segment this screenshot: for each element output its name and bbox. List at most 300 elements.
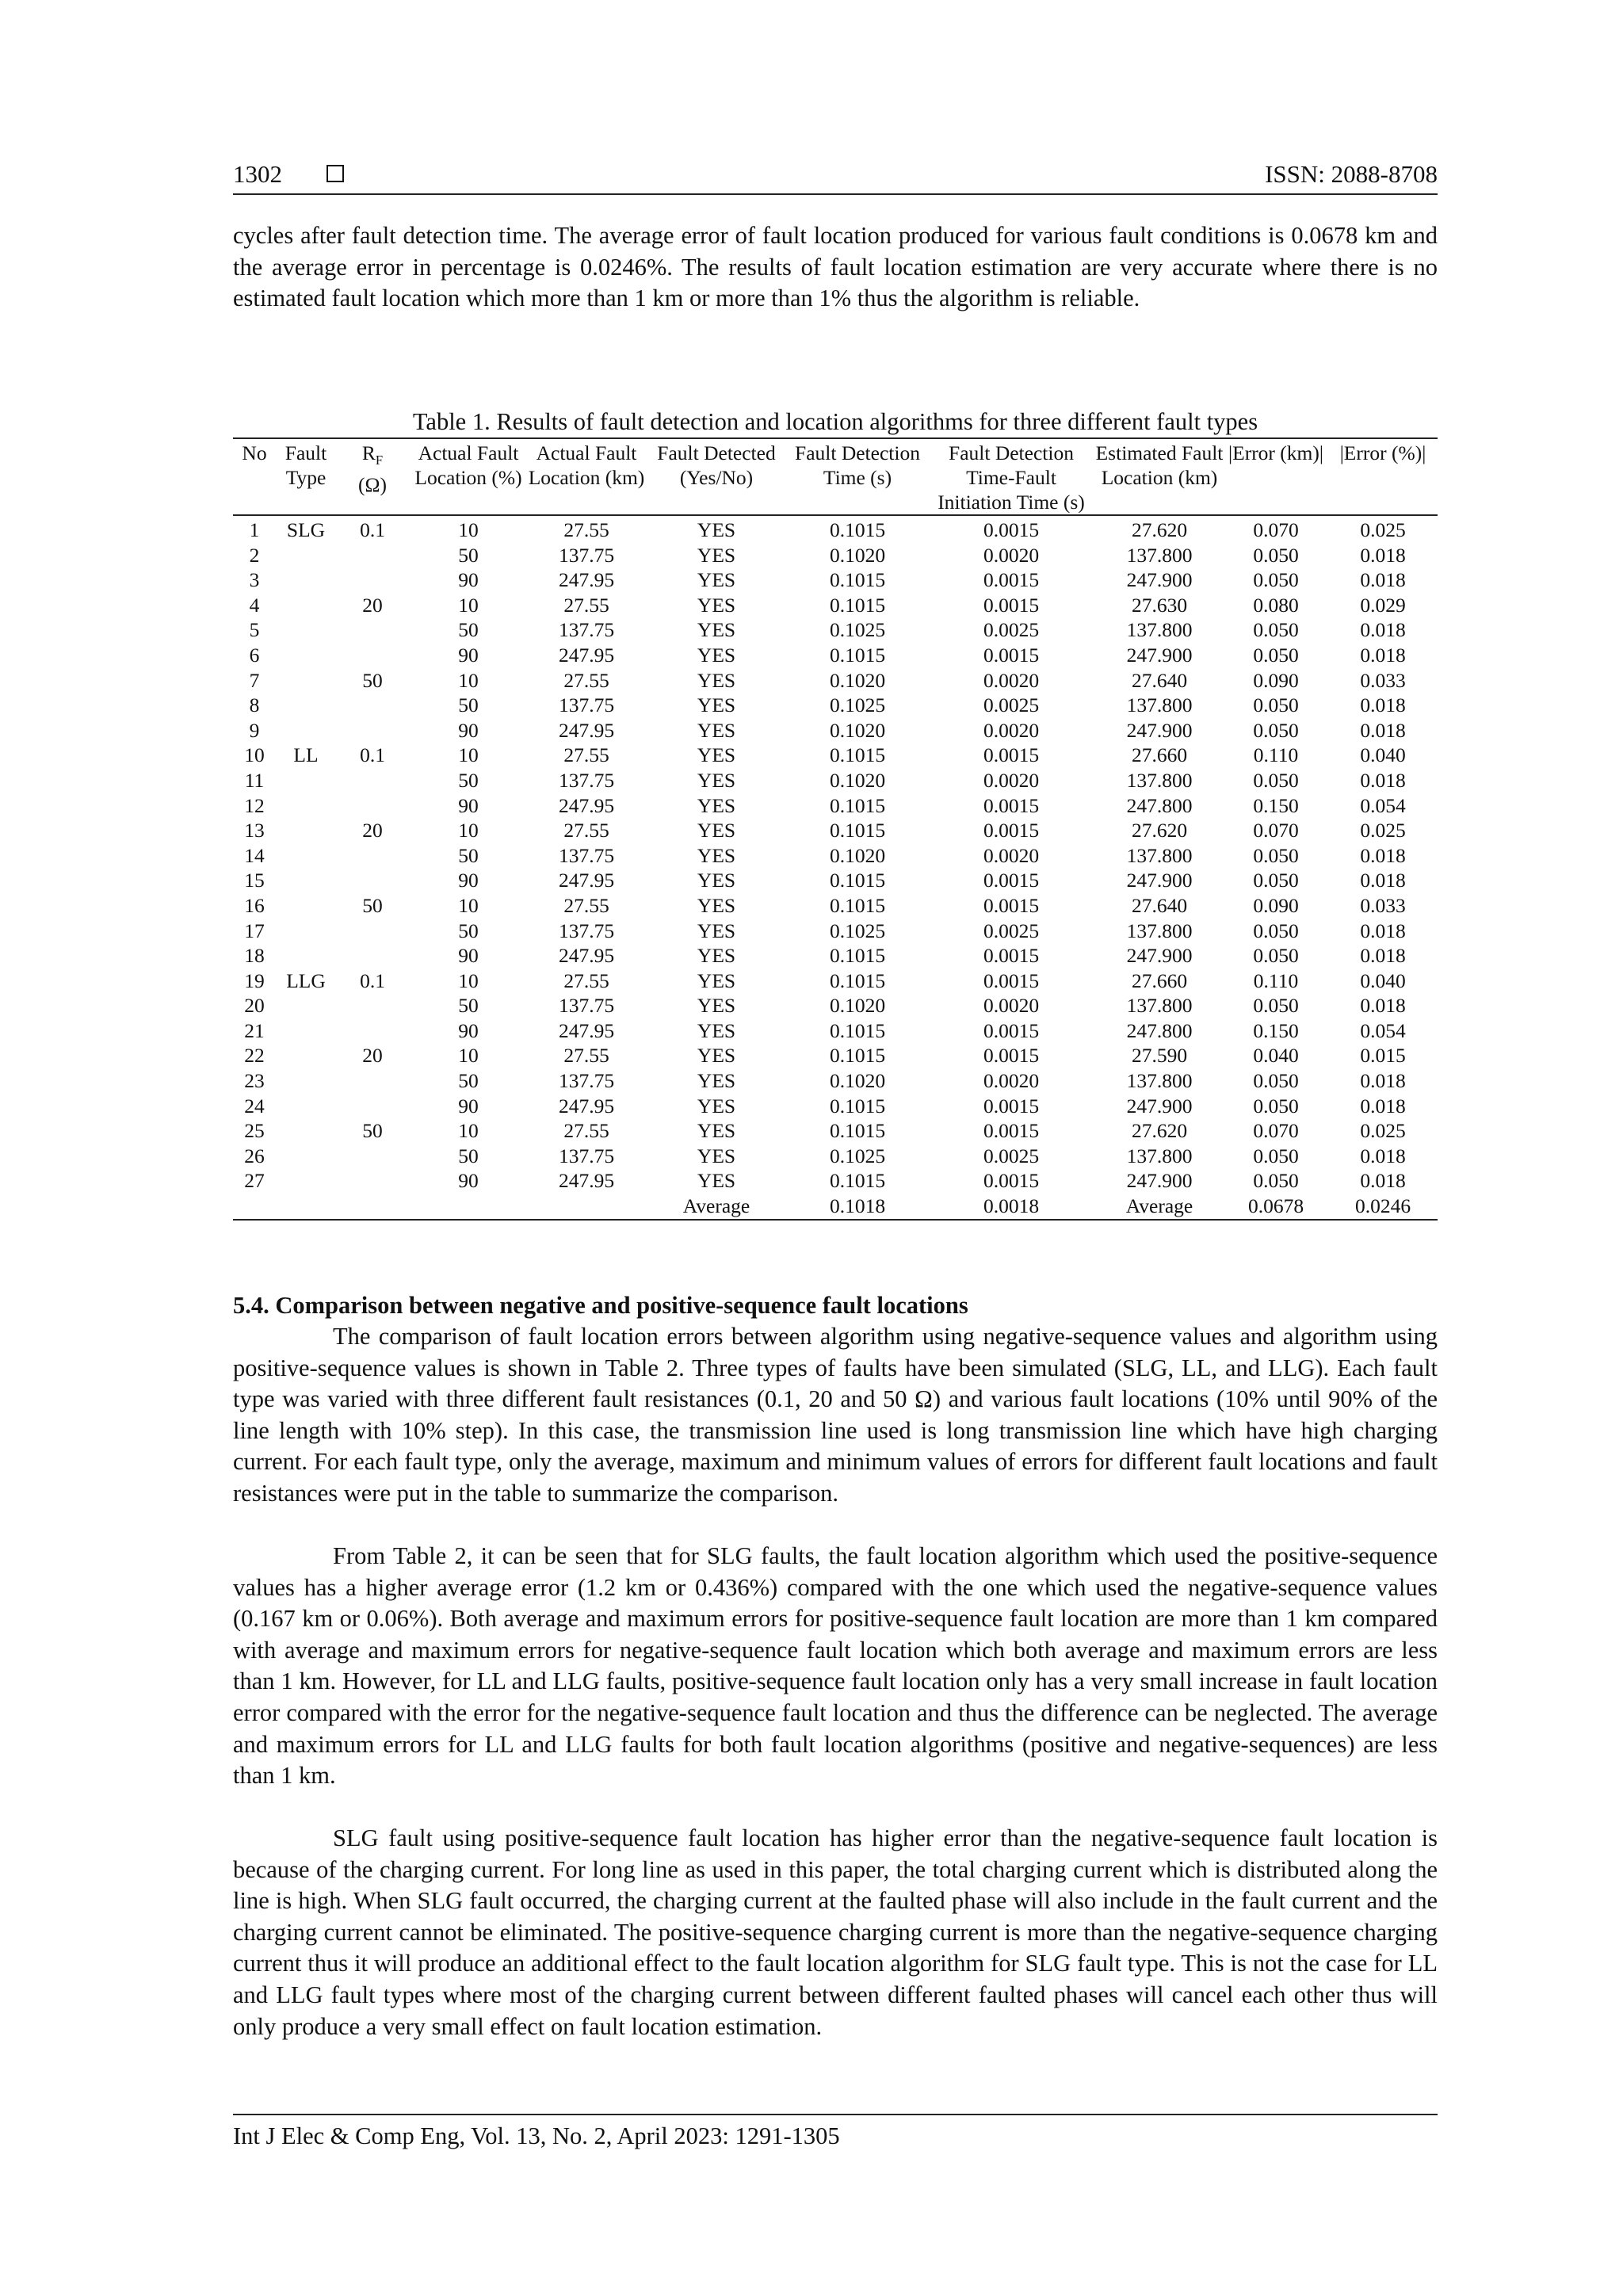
table-row: [233, 919, 1438, 944]
cell-fault-type: [276, 1018, 336, 1044]
cell-fault-type: [276, 1068, 336, 1094]
cell-actual-km: 247.95: [558, 568, 615, 592]
table-row: [233, 818, 1438, 843]
table-body: [233, 515, 1438, 1194]
cell-no: 25: [244, 1119, 265, 1143]
cell-rf: [336, 1068, 409, 1094]
table-row: [233, 593, 1438, 618]
average-error-km: 0.0678: [1247, 1194, 1304, 1218]
cell-detection-delay: 0.0015: [983, 743, 1040, 767]
table-average-row: [233, 1194, 1438, 1220]
cell-detected: YES: [697, 1069, 736, 1093]
cell-error-km: 0.050: [1253, 693, 1299, 717]
cell-detection-delay: 0.0015: [983, 568, 1040, 592]
cell-actual-km: 137.75: [558, 768, 615, 792]
cell-no: 7: [249, 668, 260, 692]
average-cell: [336, 1194, 409, 1220]
cell-actual-pct: 50: [458, 994, 479, 1018]
cell-detected: YES: [697, 893, 736, 917]
average-cell: [409, 1194, 528, 1220]
cell-detection-time: 0.1015: [829, 518, 886, 541]
cell-rf: 20: [362, 593, 383, 617]
cell-no: 10: [244, 743, 265, 767]
cell-detection-delay: 0.0015: [983, 593, 1040, 617]
cell-rf: [336, 868, 409, 893]
cell-no: 17: [244, 919, 265, 942]
cell-detection-delay: 0.0020: [983, 668, 1040, 692]
cell-error-km: 0.050: [1253, 1169, 1299, 1193]
cell-fault-type: [276, 718, 336, 743]
table-row: [233, 793, 1438, 819]
cell-no: 27: [244, 1169, 265, 1193]
cell-detection-time: 0.1025: [829, 618, 886, 642]
cell-detection-delay: 0.0015: [983, 1119, 1040, 1143]
cell-detected: YES: [697, 718, 736, 742]
results-table-container: [233, 437, 1438, 1221]
cell-no: 16: [244, 893, 265, 917]
cell-error-pct: 0.018: [1360, 1069, 1406, 1093]
cell-no: 18: [244, 944, 265, 968]
cell-no: 20: [244, 994, 265, 1018]
cell-fault-type: LL: [293, 743, 319, 767]
cell-no: 26: [244, 1144, 265, 1167]
section-paragraph-2: From Table 2, it can be seen that for SLG faults, the fault location algorithm which used the positive-sequence values has a higher average error (1.2 km or 0.436%) compared with the one which used the negative-sequence values (0.167 km or 0.06%). Both average and maximum errors for positive-sequence fault location are more than 1 km compared with average and maximum errors for negative-sequence fault location which both average and maximum errors are less than 1 km. However, for LL and LLG faults, positive-sequence fault location only has a very small increase in fault location error compared with the error for the negative-sequence fault location and thus the difference can be neglected. The average and maximum errors for LL and LLG faults for both fault location algorithms (positive and negative-sequences) are less than 1 km.: [233, 1542, 1438, 1790]
cell-rf: [336, 543, 409, 568]
cell-fault-type: [276, 1144, 336, 1169]
cell-estimated-location: 247.800: [1126, 1018, 1193, 1042]
cell-actual-km: 137.75: [558, 919, 615, 942]
cell-rf: [336, 793, 409, 819]
cell-estimated-location: 27.620: [1131, 518, 1188, 541]
cell-error-pct: 0.040: [1360, 968, 1406, 992]
cell-fault-type: [276, 818, 336, 843]
cell-error-pct: 0.033: [1360, 668, 1406, 692]
cell-estimated-location: 137.800: [1126, 618, 1193, 642]
cell-actual-pct: 10: [458, 1044, 479, 1068]
average-cell: [528, 1194, 645, 1220]
cell-estimated-location: 27.620: [1131, 819, 1188, 842]
cell-rf: 50: [362, 893, 383, 917]
cell-fault-type: [276, 567, 336, 593]
cell-error-pct: 0.018: [1360, 994, 1406, 1018]
cell-actual-pct: 10: [458, 593, 479, 617]
cell-detection-time: 0.1015: [829, 1044, 886, 1068]
cell-fault-type: LLG: [286, 968, 326, 992]
cell-detection-time: 0.1025: [829, 693, 886, 717]
cell-actual-km: 247.95: [558, 869, 615, 892]
cell-actual-pct: 50: [458, 1144, 479, 1167]
cell-actual-pct: 50: [458, 768, 479, 792]
col-header-fault-type: Fault Type: [285, 441, 327, 489]
cell-rf: [336, 919, 409, 944]
cell-estimated-location: 137.800: [1126, 693, 1193, 717]
cell-estimated-location: 137.800: [1126, 1069, 1193, 1093]
cell-rf: 20: [362, 1044, 383, 1068]
cell-detected: YES: [697, 1094, 736, 1117]
cell-detection-time: 0.1020: [829, 543, 886, 567]
cell-estimated-location: 247.900: [1126, 1169, 1193, 1193]
cell-error-pct: 0.018: [1360, 919, 1406, 942]
cell-estimated-location: 137.800: [1126, 768, 1193, 792]
cell-detection-delay: 0.0015: [983, 1169, 1040, 1193]
col-header-estimated-location: Estimated Fault Location (km): [1095, 441, 1224, 489]
cell-actual-km: 137.75: [558, 1144, 615, 1167]
cell-actual-km: 27.55: [563, 518, 609, 541]
cell-estimated-location: 137.800: [1126, 843, 1193, 867]
table-row: [233, 515, 1438, 543]
cell-actual-pct: 90: [458, 793, 479, 817]
cell-detected: YES: [697, 793, 736, 817]
cell-error-km: 0.150: [1253, 793, 1299, 817]
cell-actual-pct: 90: [458, 869, 479, 892]
cell-actual-km: 137.75: [558, 618, 615, 642]
cell-estimated-location: 27.630: [1131, 593, 1188, 617]
col-header-error-pct: |Error (%)|: [1339, 441, 1426, 464]
cell-estimated-location: 27.590: [1131, 1044, 1188, 1068]
cell-detection-delay: 0.0015: [983, 1094, 1040, 1117]
cell-actual-km: 27.55: [563, 743, 609, 767]
cell-actual-pct: 10: [458, 668, 479, 692]
table-row: [233, 1068, 1438, 1094]
cell-actual-pct: 10: [458, 743, 479, 767]
cell-rf: [336, 843, 409, 869]
cell-no: 12: [244, 793, 265, 817]
cell-actual-pct: 50: [458, 919, 479, 942]
table-row: [233, 668, 1438, 693]
cell-error-pct: 0.018: [1360, 768, 1406, 792]
cell-error-km: 0.050: [1253, 1144, 1299, 1167]
cell-detected: YES: [697, 568, 736, 592]
page-header: [233, 155, 1438, 195]
cell-actual-km: 27.55: [563, 893, 609, 917]
average-detection-time: 0.1018: [829, 1194, 886, 1218]
cell-detection-delay: 0.0015: [983, 819, 1040, 842]
cell-error-pct: 0.015: [1360, 1044, 1406, 1068]
cell-actual-pct: 10: [458, 1119, 479, 1143]
cell-error-pct: 0.018: [1360, 1144, 1406, 1167]
cell-actual-km: 27.55: [563, 819, 609, 842]
cell-detection-time: 0.1020: [829, 668, 886, 692]
cell-fault-type: [276, 643, 336, 668]
cell-estimated-location: 247.900: [1126, 1094, 1193, 1117]
table-row: [233, 893, 1438, 919]
cell-no: 5: [249, 618, 260, 642]
cell-actual-km: 247.95: [558, 1018, 615, 1042]
cell-detected: YES: [697, 768, 736, 792]
cell-actual-pct: 90: [458, 643, 479, 667]
cell-rf: [336, 567, 409, 593]
cell-actual-km: 247.95: [558, 1169, 615, 1193]
table-row: [233, 743, 1438, 768]
cell-no: 22: [244, 1044, 265, 1068]
cell-actual-pct: 50: [458, 843, 479, 867]
cell-fault-type: [276, 993, 336, 1018]
cell-detected: YES: [697, 693, 736, 717]
cell-actual-km: 27.55: [563, 593, 609, 617]
cell-fault-type: [276, 617, 336, 643]
cell-error-pct: 0.018: [1360, 643, 1406, 667]
cell-actual-pct: 10: [458, 518, 479, 541]
cell-fault-type: [276, 1043, 336, 1068]
cell-detection-time: 0.1025: [829, 1144, 886, 1167]
cell-error-km: 0.050: [1253, 1094, 1299, 1117]
cell-detected: YES: [697, 919, 736, 942]
cell-error-pct: 0.054: [1360, 1018, 1406, 1042]
average-cell: [233, 1194, 276, 1220]
cell-error-pct: 0.018: [1360, 869, 1406, 892]
cell-estimated-location: 27.660: [1131, 968, 1188, 992]
cell-detection-delay: 0.0015: [983, 968, 1040, 992]
cell-detected: YES: [697, 843, 736, 867]
page-footer: [233, 2114, 1438, 2153]
cell-rf: 50: [362, 668, 383, 692]
cell-rf: 20: [362, 819, 383, 842]
cell-detected: YES: [697, 1044, 736, 1068]
cell-detection-delay: 0.0020: [983, 994, 1040, 1018]
col-header-no: No: [242, 441, 267, 464]
square-icon: [327, 165, 344, 182]
cell-estimated-location: 27.640: [1131, 893, 1188, 917]
table-row: [233, 1094, 1438, 1119]
cell-error-pct: 0.018: [1360, 718, 1406, 742]
cell-actual-km: 27.55: [563, 668, 609, 692]
cell-actual-pct: 90: [458, 718, 479, 742]
cell-rf: 0.1: [360, 743, 385, 767]
cell-detection-delay: 0.0015: [983, 793, 1040, 817]
cell-error-km: 0.040: [1253, 1044, 1299, 1068]
table-row: [233, 718, 1438, 743]
cell-detection-time: 0.1015: [829, 1018, 886, 1042]
cell-detection-time: 0.1020: [829, 843, 886, 867]
cell-rf: [336, 1018, 409, 1044]
section-paragraph-1: The comparison of fault location errors between algorithm using negative-sequence values and algorithm using positive-sequence values is shown in Table 2. Three types of faults have been simulated (SLG, LL, and LLG). Each fault type was varied with three different fault resistances (0.1, 20 and 50 Ω) and various fault locations (10% until 90% of the line length with 10% step). In this case, the transmission line used is long transmission line which have high charging current. For each fault type, only the average, maximum and minimum values of errors for different fault locations and fault resistances were put in the table to summarize the comparison.: [233, 1323, 1438, 1507]
col-header-detected: Fault Detected (Yes/No): [657, 441, 776, 489]
cell-detection-delay: 0.0020: [983, 543, 1040, 567]
col-header-actual-pct: Actual Fault Location (%): [414, 441, 522, 489]
cell-estimated-location: 137.800: [1126, 543, 1193, 567]
page-number: 1302: [233, 160, 282, 188]
average-cell: [276, 1194, 336, 1220]
cell-fault-type: [276, 1094, 336, 1119]
cell-detected: YES: [697, 518, 736, 541]
cell-estimated-location: 247.900: [1126, 869, 1193, 892]
cell-actual-pct: 50: [458, 618, 479, 642]
cell-fault-type: [276, 1168, 336, 1194]
cell-no: 1: [249, 518, 260, 541]
cell-error-pct: 0.018: [1360, 944, 1406, 968]
average-error-pct: 0.0246: [1354, 1194, 1411, 1218]
cell-error-pct: 0.018: [1360, 568, 1406, 592]
cell-estimated-location: 137.800: [1126, 994, 1193, 1018]
cell-error-km: 0.050: [1253, 869, 1299, 892]
cell-error-km: 0.070: [1253, 1119, 1299, 1143]
cell-error-pct: 0.040: [1360, 743, 1406, 767]
rf-subscript: F: [375, 453, 384, 468]
cell-fault-type: [276, 868, 336, 893]
cell-estimated-location: 137.800: [1126, 1144, 1193, 1167]
cell-actual-pct: 10: [458, 968, 479, 992]
cell-no: 23: [244, 1069, 265, 1093]
cell-detected: YES: [697, 668, 736, 692]
cell-fault-type: [276, 843, 336, 869]
cell-detection-delay: 0.0020: [983, 768, 1040, 792]
table-row: [233, 968, 1438, 994]
cell-actual-pct: 90: [458, 1018, 479, 1042]
cell-detection-time: 0.1015: [829, 869, 886, 892]
cell-error-pct: 0.025: [1360, 1119, 1406, 1143]
cell-error-km: 0.050: [1253, 994, 1299, 1018]
cell-no: 4: [249, 593, 260, 617]
table-row: [233, 843, 1438, 869]
cell-detection-time: 0.1025: [829, 919, 886, 942]
cell-error-km: 0.050: [1253, 643, 1299, 667]
cell-no: 14: [244, 843, 265, 867]
cell-detection-delay: 0.0015: [983, 893, 1040, 917]
cell-error-pct: 0.025: [1360, 518, 1406, 541]
cell-actual-km: 137.75: [558, 543, 615, 567]
cell-detection-time: 0.1015: [829, 819, 886, 842]
cell-error-km: 0.050: [1253, 1069, 1299, 1093]
cell-rf: 50: [362, 1119, 383, 1143]
cell-detection-time: 0.1015: [829, 743, 886, 767]
cell-no: 2: [249, 543, 260, 567]
cell-detection-delay: 0.0025: [983, 693, 1040, 717]
cell-rf: [336, 643, 409, 668]
cell-actual-km: 137.75: [558, 994, 615, 1018]
cell-error-pct: 0.018: [1360, 1094, 1406, 1117]
cell-estimated-location: 27.640: [1131, 668, 1188, 692]
cell-rf: [336, 768, 409, 793]
cell-detected: YES: [697, 1144, 736, 1167]
cell-rf: [336, 1094, 409, 1119]
cell-rf: [336, 617, 409, 643]
cell-fault-type: [276, 919, 336, 944]
cell-detected: YES: [697, 968, 736, 992]
cell-fault-type: [276, 693, 336, 718]
cell-actual-km: 137.75: [558, 693, 615, 717]
cell-error-km: 0.110: [1253, 968, 1299, 992]
cell-detection-time: 0.1020: [829, 1069, 886, 1093]
cell-actual-pct: 90: [458, 568, 479, 592]
cell-actual-km: 247.95: [558, 643, 615, 667]
cell-no: 9: [249, 718, 260, 742]
cell-estimated-location: 137.800: [1126, 919, 1193, 942]
table-caption: Table 1. Results of fault detection and location algorithms for three different fault types: [412, 408, 1258, 435]
cell-detection-delay: 0.0015: [983, 1018, 1040, 1042]
cell-rf: [336, 993, 409, 1018]
cell-detection-time: 0.1015: [829, 593, 886, 617]
table-row: [233, 1043, 1438, 1068]
table-row: [233, 768, 1438, 793]
cell-error-km: 0.050: [1253, 718, 1299, 742]
cell-detection-time: 0.1020: [829, 718, 886, 742]
cell-detection-time: 0.1020: [829, 768, 886, 792]
cell-no: 19: [244, 968, 265, 992]
cell-detected: YES: [697, 1169, 736, 1193]
cell-fault-type: [276, 668, 336, 693]
cell-actual-km: 247.95: [558, 944, 615, 968]
cell-fault-type: SLG: [286, 518, 326, 541]
cell-actual-km: 27.55: [563, 1044, 609, 1068]
cell-detection-delay: 0.0015: [983, 869, 1040, 892]
cell-detection-delay: 0.0025: [983, 1144, 1040, 1167]
cell-error-km: 0.050: [1253, 944, 1299, 968]
table-row: [233, 1018, 1438, 1044]
cell-detected: YES: [697, 618, 736, 642]
cell-detection-time: 0.1015: [829, 968, 886, 992]
cell-detected: YES: [697, 593, 736, 617]
cell-detection-delay: 0.0015: [983, 518, 1040, 541]
average-detection-delay: 0.0018: [983, 1194, 1040, 1218]
cell-estimated-location: 247.900: [1126, 718, 1193, 742]
cell-detection-time: 0.1015: [829, 1119, 886, 1143]
cell-actual-km: 247.95: [558, 718, 615, 742]
cell-error-km: 0.070: [1253, 518, 1299, 541]
table-row: [233, 1118, 1438, 1144]
col-header-detection-minus-initiation: Fault Detection Time-Fault Initiation Time (s): [938, 441, 1085, 514]
cell-detected: YES: [697, 869, 736, 892]
cell-detection-delay: 0.0025: [983, 919, 1040, 942]
table-row: [233, 543, 1438, 568]
table-row: [233, 693, 1438, 718]
cell-detection-time: 0.1015: [829, 643, 886, 667]
cell-detection-time: 0.1020: [829, 994, 886, 1018]
col-header-actual-km: Actual Fault Location (km): [528, 441, 645, 489]
cell-detection-delay: 0.0025: [983, 618, 1040, 642]
journal-citation: Int J Elec & Comp Eng, Vol. 13, No. 2, April 2023: 1291-1305: [233, 2122, 840, 2149]
cell-error-km: 0.150: [1253, 1018, 1299, 1042]
table-row: [233, 617, 1438, 643]
table-header-row: [233, 438, 1438, 515]
cell-rf: [336, 693, 409, 718]
cell-error-km: 0.050: [1253, 843, 1299, 867]
section-paragraph-3: SLG fault using positive-sequence fault location has higher error than the negative-sequence fault location is because of the charging current. For long line as used in this paper, the total charging current which is distributed along the line is high. When SLG fault occurred, the charging current at the faulted phase will also include in the fault current and the charging current cannot be eliminated. The positive-sequence charging current is more than the negative-sequence charging current thus it will produce an additional effect to the fault location algorithm for SLG fault type. This is not the case for LL and LLG fault types where most of the charging current between different faulted phases will cancel each other thus will only produce a very small effect on fault location estimation.: [233, 1824, 1438, 2040]
cell-detection-delay: 0.0015: [983, 643, 1040, 667]
cell-error-km: 0.050: [1253, 543, 1299, 567]
average-label: Average: [1125, 1194, 1193, 1218]
cell-actual-pct: 90: [458, 944, 479, 968]
cell-detection-delay: 0.0020: [983, 718, 1040, 742]
cell-detected: YES: [697, 1018, 736, 1042]
cell-error-km: 0.090: [1253, 893, 1299, 917]
section-heading: 5.4. Comparison between negative and positive-sequence fault locations: [233, 1292, 968, 1319]
cell-actual-km: 247.95: [558, 793, 615, 817]
cell-fault-type: [276, 893, 336, 919]
average-label: Average: [682, 1194, 750, 1218]
cell-detection-time: 0.1015: [829, 1169, 886, 1193]
cell-estimated-location: 27.660: [1131, 743, 1188, 767]
cell-detection-delay: 0.0015: [983, 944, 1040, 968]
cell-no: 6: [249, 643, 260, 667]
cell-error-pct: 0.018: [1360, 693, 1406, 717]
table-row: [233, 643, 1438, 668]
cell-error-pct: 0.029: [1360, 593, 1406, 617]
table-row: [233, 567, 1438, 593]
cell-detection-delay: 0.0020: [983, 1069, 1040, 1093]
cell-detection-time: 0.1015: [829, 568, 886, 592]
cell-no: 15: [244, 869, 265, 892]
cell-fault-type: [276, 943, 336, 968]
cell-detected: YES: [697, 819, 736, 842]
cell-actual-km: 137.75: [558, 843, 615, 867]
cell-actual-pct: 50: [458, 693, 479, 717]
cell-error-km: 0.080: [1253, 593, 1299, 617]
cell-detected: YES: [697, 543, 736, 567]
cell-fault-type: [276, 593, 336, 618]
cell-actual-km: 27.55: [563, 1119, 609, 1143]
col-header-detection-time: Fault Detection Time (s): [795, 441, 920, 489]
cell-actual-km: 27.55: [563, 968, 609, 992]
